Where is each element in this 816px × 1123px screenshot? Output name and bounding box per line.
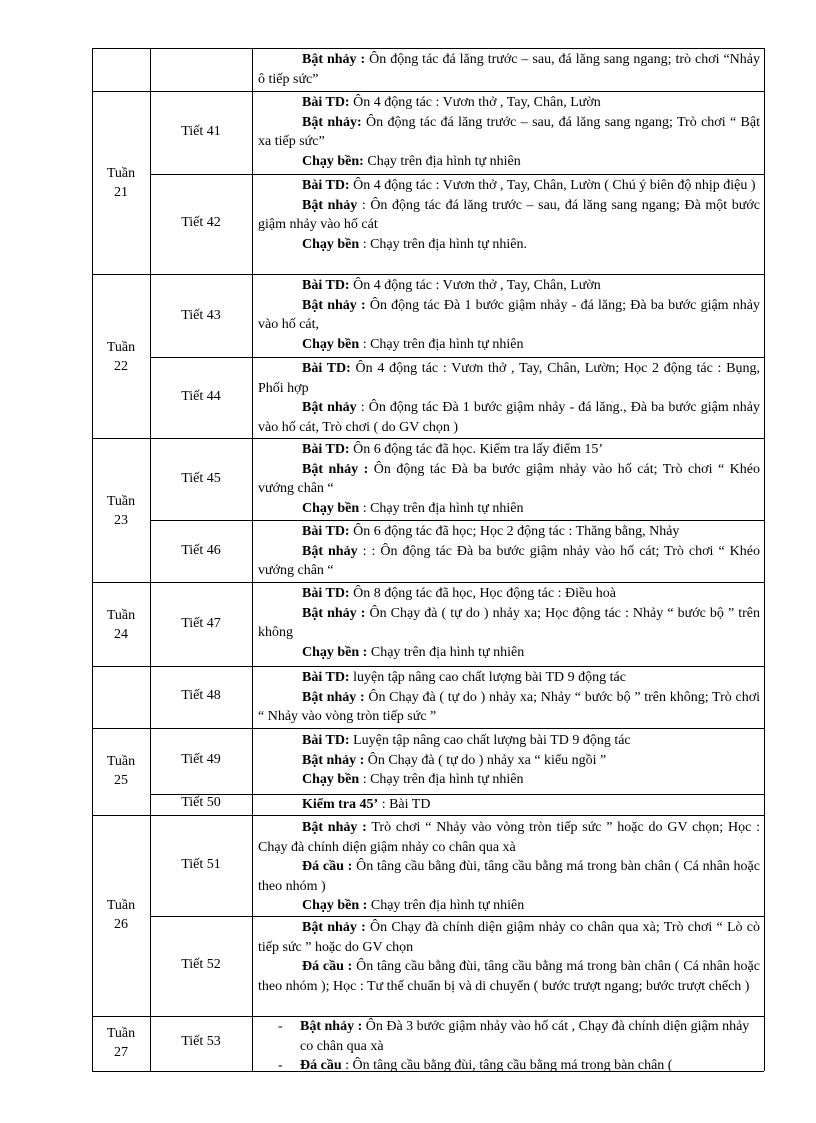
sub-row-line <box>150 916 764 917</box>
lesson-label: Tiết 53 <box>181 1034 221 1049</box>
bullet-line <box>264 1017 760 1056</box>
lesson-content <box>258 795 760 815</box>
lesson-content <box>258 584 760 662</box>
content-line: Chạy bền : Chạy trên địa hình tự nhiên. <box>302 236 527 252</box>
content-line: Chạy bền : Chạy trên địa hình tự nhiên <box>302 336 524 352</box>
content-line: Chạy bền : Chạy trên địa hình tự nhiên <box>302 898 525 913</box>
content-line: Đá cầu : Ôn tâng cầu bằng đùi, tâng cầu bằng má trong bàn chân ( Cá nhân hoặc theo nhóm ) <box>258 859 760 894</box>
content-line: Bật nhảy : Ôn động tác Đà 1 bước giậm nhảy - đá lăng; Đà ba bước giậm nhảy vào hố cát, <box>258 297 761 332</box>
lesson-content <box>258 731 760 790</box>
row-line <box>92 91 764 92</box>
week-label: Tuần 24 <box>106 608 136 642</box>
week-label: Tuần 21 <box>106 166 136 200</box>
bullet-dash: - <box>278 1058 283 1073</box>
content-line: Chạy bền: Chạy trên địa hình tự nhiên <box>302 153 521 169</box>
lesson-label: Tiết 50 <box>181 795 221 810</box>
lesson-label: Tiết 52 <box>181 957 221 972</box>
content-line: Bài TD: Ôn 6 động tác đã học. Kiểm tra lấy điểm 15’ <box>302 442 604 457</box>
week-label: Tuần 27 <box>106 1026 136 1060</box>
content-line: Bật nhảy : Ôn Chạy đà chính diện giậm nhảy co chân qua xà; Trò chơi “ Lò cò tiếp sức ” hoặc do GV chọn <box>258 920 760 955</box>
content-line: Bài TD: Luyện tập nâng cao chất lượng bài TD 9 động tác <box>302 733 631 748</box>
content-line: Bật nhảy : Ôn Chạy đà ( tự do ) nhảy xa; Học động tác : Nhảy “ bước bộ ” trên không <box>258 605 761 640</box>
content-line: Chạy bền : Chạy trên địa hình tự nhiên <box>302 644 525 660</box>
lesson-label: Tiết 42 <box>181 215 221 230</box>
content-line: Bài TD: Ôn 6 động tác đã học; Học 2 động tác : Thăng bằng, Nhảy <box>302 524 680 539</box>
bullet-line <box>264 1056 760 1076</box>
lesson-content <box>258 359 760 437</box>
content-line: Bật nhảy : : Ôn động tác Đà ba bước giậm nhảy vào hố cát; Trò chơi “ Khéo vướng chân “ <box>258 543 760 578</box>
content-line: Bật nhảy : Ôn Chạy đà ( tự do ) nhảy xa “ kiểu ngồi ” <box>302 752 607 768</box>
lesson-content <box>258 176 760 254</box>
row-line <box>92 666 764 667</box>
content-line: Bài TD: luyện tập nâng cao chất lượng bài TD 9 động tác <box>302 670 626 685</box>
lesson-label: Tiết 44 <box>181 389 221 404</box>
week-column-divider <box>150 48 151 1071</box>
lesson-label: Tiết 48 <box>181 688 221 703</box>
table-border-right <box>764 48 765 1071</box>
sub-row-line <box>150 520 764 521</box>
content-line: Bài TD: Ôn 4 động tác : Vươn thở , Tay, Chân, Lườn <box>302 95 601 110</box>
lesson-content <box>258 818 760 916</box>
content-line: Bật nhảy : Ôn động tác Đà 1 bước giậm nhảy - đá lăng., Đà ba bước giậm nhảy vào hố cát, Trò chơi ( do GV chọn ) <box>258 400 760 435</box>
content-line: Bật nhảy : Ôn động tác đá lăng trước – sau, đá lăng sang ngang; trò chơi “Nhảy ô tiếp sức” <box>258 52 761 87</box>
lesson-label: Tiết 49 <box>181 752 221 767</box>
content-line: Bài TD: Ôn 4 động tác : Vươn thở , Tay, Chân, Lườn <box>302 278 601 293</box>
content-line: Bật nhảy : Trò chơi “ Nhảy vào vòng tròn tiếp sức ” hoặc do GV chọn; Học : Chạy đà chính diện giậm nhảy co chân qua xà <box>258 820 760 855</box>
bullet-dash: - <box>278 1019 283 1034</box>
row-line <box>92 815 764 816</box>
lesson-content <box>258 276 760 354</box>
lesson-content <box>264 1017 760 1076</box>
lesson-content <box>258 522 760 581</box>
lesson-label: Tiết 43 <box>181 308 221 323</box>
content-line: Bật nhảy : Ôn Chạy đà ( tự do ) nhảy xa; Nhảy “ bước bộ ” trên không; Trò chơi “ Nhảy vào vòng tròn tiếp sức ” <box>258 689 760 724</box>
content-line: Bài TD: Ôn 4 động tác : Vươn thở , Tay, Chân, Lườn ( Chú ý biên độ nhịp điệu ) <box>302 178 756 193</box>
week-label: Tuần 25 <box>106 754 136 788</box>
lesson-content <box>258 50 760 89</box>
content-line: Đá cầu : Ôn tâng cầu bằng đùi, tâng cầu bằng má trong bàn chân ( Cá nhân hoặc theo nhóm ); Học : Tư thế chuẩn bị và di chuyển ( bước trượt ngang; bước trượt chếch ) <box>258 959 760 994</box>
content-line: Bài TD: Ôn 4 động tác : Vươn thở , Tay, Chân, Lườn; Học 2 động tác : Bụng, Phối hợp <box>258 361 760 396</box>
row-line <box>92 274 764 275</box>
row-line <box>92 728 764 729</box>
content-line: Kiểm tra 45’ : Bài TD <box>302 797 431 812</box>
content-line: Chạy bền : Chạy trên địa hình tự nhiên <box>302 772 524 787</box>
row-line <box>92 48 764 49</box>
lesson-label: Tiết 41 <box>181 124 221 139</box>
lesson-label: Tiết 51 <box>181 857 221 872</box>
content-line: Chạy bền : Chạy trên địa hình tự nhiên <box>302 500 524 516</box>
week-label: Tuần 23 <box>106 494 136 528</box>
sub-row-line <box>150 357 764 358</box>
lesson-column-divider <box>252 48 253 1071</box>
content-line: Đá cầu : Ôn tâng cầu bằng đùi, tâng cầu bằng má trong bàn chân ( <box>300 1058 673 1073</box>
content-line: Bật nhảy : Ôn động tác Đà ba bước giậm nhảy vào hố cát; Trò chơi “ Khéo vướng chân “ <box>258 461 761 496</box>
lesson-content <box>258 440 760 518</box>
week-label: Tuần 26 <box>106 898 136 932</box>
sub-row-line <box>150 174 764 175</box>
week-label: Tuần 22 <box>106 340 136 374</box>
content-line: Bài TD: Ôn 8 động tác đã học, Học động tác : Điều hoà <box>302 586 616 601</box>
lesson-content <box>258 93 760 171</box>
content-line: Bật nhảy : Ôn Đà 3 bước giậm nhảy vào hố cát , Chạy đà chính diện giậm nhảy co chân qua xà <box>300 1019 750 1054</box>
row-line <box>92 582 764 583</box>
content-line: Bật nhảy : Ôn động tác đá lăng trước – sau, đá lăng sang ngang; Đà một bước giậm nhảy vào hố cát <box>258 197 761 232</box>
row-line <box>92 438 764 439</box>
lesson-content <box>258 668 760 727</box>
lesson-label: Tiết 47 <box>181 616 221 631</box>
lesson-label: Tiết 46 <box>181 543 221 558</box>
lesson-label: Tiết 45 <box>181 471 221 486</box>
content-line: Bật nhảy: Ôn động tác đá lăng trước – sau, đá lăng sang ngang; Trò chơi “ Bật xa tiếp sức” <box>258 114 760 149</box>
lesson-content <box>258 918 760 996</box>
